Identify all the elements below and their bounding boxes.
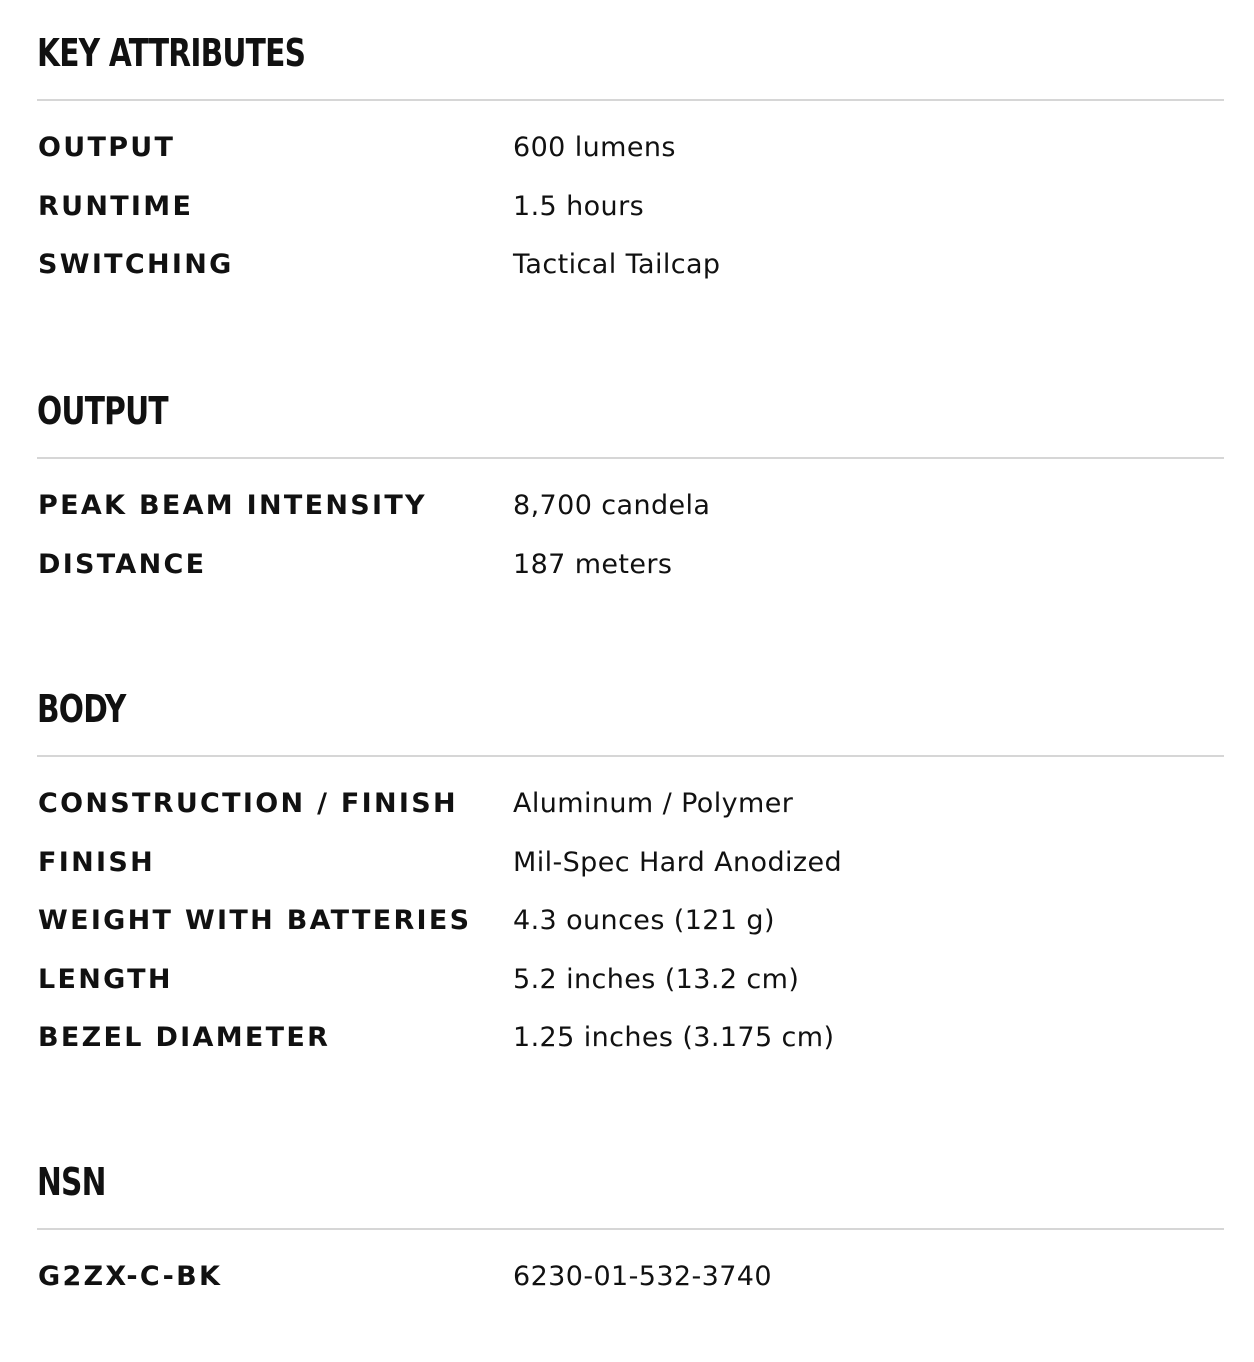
section-nsn <box>37 1160 1224 1319</box>
spec-row-construction <box>37 787 1224 846</box>
spec-row-switching <box>37 248 1224 307</box>
spec-value: 187 meters <box>513 548 673 580</box>
spec-rows <box>37 489 1224 606</box>
section-output <box>37 389 1224 606</box>
spec-value: 600 lumens <box>513 132 676 163</box>
spec-row-finish <box>37 846 1224 905</box>
spec-label: WEIGHT WITH BATTERIES <box>38 905 472 936</box>
spec-row-nsn <box>37 1260 1224 1319</box>
spec-label: OUTPUT <box>38 132 176 163</box>
spec-value: 1.5 hours <box>513 190 645 222</box>
section-divider <box>37 457 1224 459</box>
spec-label: FINISH <box>38 846 155 878</box>
spec-value: Aluminum / Polymer <box>513 788 794 819</box>
spec-value: 5.2 inches (13.2 cm) <box>513 963 800 995</box>
spec-rows <box>37 131 1224 307</box>
spec-label: SWITCHING <box>38 249 234 280</box>
section-title-nsn: NSN <box>37 1160 106 1204</box>
section-body <box>37 687 1224 1080</box>
spec-value: 4.3 ounces (121 g) <box>513 905 775 936</box>
section-key-attributes <box>37 31 1224 307</box>
spec-label: LENGTH <box>38 963 173 995</box>
spec-value: 6230-01-532-3740 <box>513 1261 772 1292</box>
section-title-key-attributes: KEY ATTRIBUTES <box>37 31 306 75</box>
spec-value: 1.25 inches (3.175 cm) <box>513 1022 835 1053</box>
spec-label: BEZEL DIAMETER <box>38 1022 331 1053</box>
spec-row-peak-beam-intensity <box>37 489 1224 548</box>
section-divider <box>37 99 1224 101</box>
spec-row-bezel-diameter <box>37 1021 1224 1080</box>
spec-row-distance <box>37 548 1224 607</box>
section-title-output: OUTPUT <box>37 389 168 433</box>
spec-rows <box>37 787 1224 1080</box>
spec-value: 8,700 candela <box>513 490 711 521</box>
spec-value: Mil-Spec Hard Anodized <box>513 846 843 878</box>
spec-label: RUNTIME <box>38 190 194 222</box>
spec-label: G2ZX-C-BK <box>38 1261 223 1292</box>
spec-label: CONSTRUCTION / FINISH <box>38 788 458 819</box>
section-divider <box>37 755 1224 757</box>
spec-row-length <box>37 963 1224 1022</box>
spec-label: PEAK BEAM INTENSITY <box>38 490 427 521</box>
spec-rows <box>37 1260 1224 1319</box>
spec-row-runtime <box>37 190 1224 249</box>
spec-row-weight <box>37 904 1224 963</box>
spec-value: Tactical Tailcap <box>513 249 721 280</box>
spec-label: DISTANCE <box>38 548 207 580</box>
section-title-body: BODY <box>37 687 126 731</box>
spec-row-output <box>37 131 1224 190</box>
section-divider <box>37 1228 1224 1230</box>
